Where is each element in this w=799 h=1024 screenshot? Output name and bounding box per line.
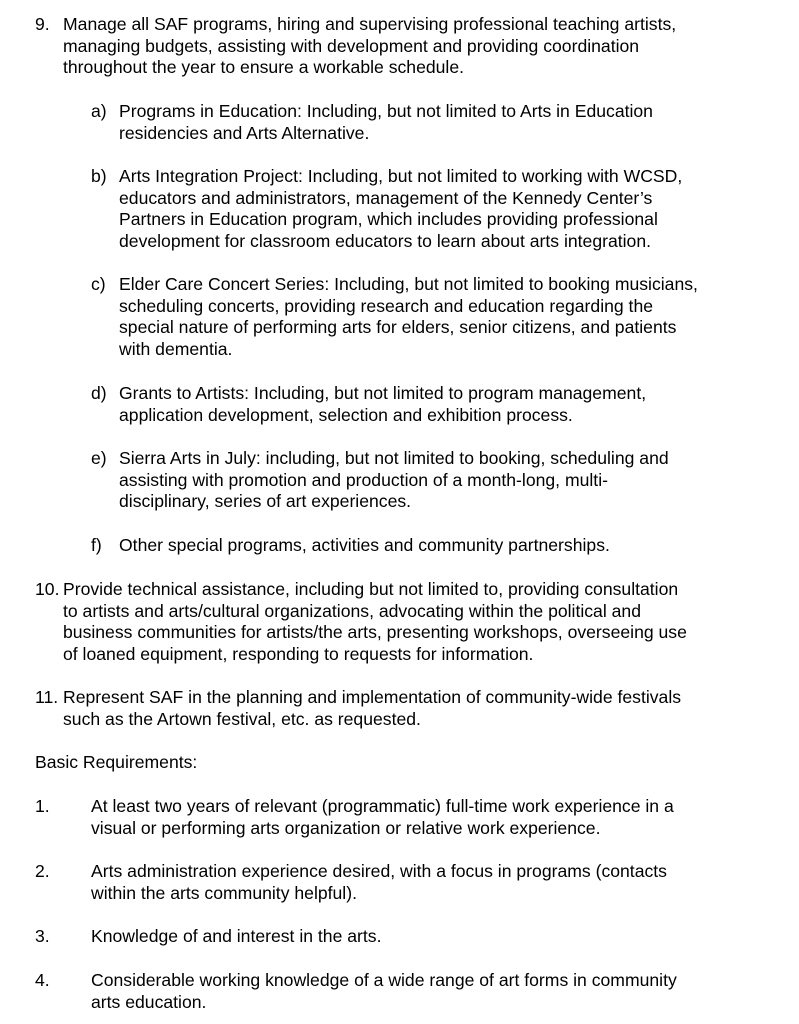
requirement-number: 2. (35, 861, 50, 881)
requirement-number: 4. (35, 970, 50, 990)
item-text: Represent SAF in the planning and implementation of community-wide festivals such as the Artown festival, etc. as requested. (63, 687, 682, 729)
item-text: Manage all SAF programs, hiring and supervising professional teaching artists, managing budgets, assisting with development and providing coordination throughout the year to ensure a workable schedule. (63, 14, 677, 78)
subitem-letter: d) (91, 383, 107, 403)
item-number: 10. (35, 579, 60, 599)
subitem-text: Elder Care Concert Series: Including, but not limited to booking musicians, scheduling concerts, providing research and education regarding the special nature of performing arts for elders, senior citizens, and patients with dementia. (119, 274, 698, 359)
requirement-text: Knowledge of and interest in the arts. (91, 926, 382, 946)
requirement-text: Arts administration experience desired, with a focus in programs (contacts within the arts community helpful). (91, 861, 667, 903)
section-heading: Basic Requirements: (35, 752, 198, 772)
item-text: Provide technical assistance, including but not limited to, providing consultation to artists and arts/cultural organizations, advocating within the political and business communities for artists/the arts, presenting workshops, overseeing use of loaned equipment, responding to requests for information. (63, 579, 687, 664)
subitem-text: Sierra Arts in July: including, but not limited to booking, scheduling and assisting with promotion and production of a month-long, multi- disciplinary, series of art experiences. (119, 448, 669, 512)
subitem-text: Other special programs, activities and community partnerships. (119, 535, 610, 555)
requirement-number: 3. (35, 926, 50, 946)
requirement-number: 1. (35, 796, 50, 816)
subitem-text: Programs in Education: Including, but not limited to Arts in Education residencies and Arts Alternative. (119, 101, 653, 143)
subitem-letter: f) (91, 535, 102, 555)
subitem-text: Arts Integration Project: Including, but not limited to working with WCSD, educators and administrators, management of the Kennedy Center’s Partners in Education program, which includes providing professional development for classroom educators to learn about arts integration. (119, 166, 683, 251)
subitem-letter: b) (91, 166, 107, 186)
requirement-text: Considerable working knowledge of a wide range of art forms in community arts education. (91, 970, 677, 1012)
subitem-letter: a) (91, 101, 107, 121)
subitem-letter: e) (91, 448, 107, 468)
item-number: 11. (35, 687, 59, 707)
requirement-text: At least two years of relevant (programmatic) full-time work experience in a visual or performing arts organization or relative work experience. (91, 796, 674, 838)
item-number: 9. (35, 14, 50, 34)
subitem-letter: c) (91, 274, 106, 294)
subitem-text: Grants to Artists: Including, but not limited to program management, application development, selection and exhibition process. (119, 383, 647, 425)
